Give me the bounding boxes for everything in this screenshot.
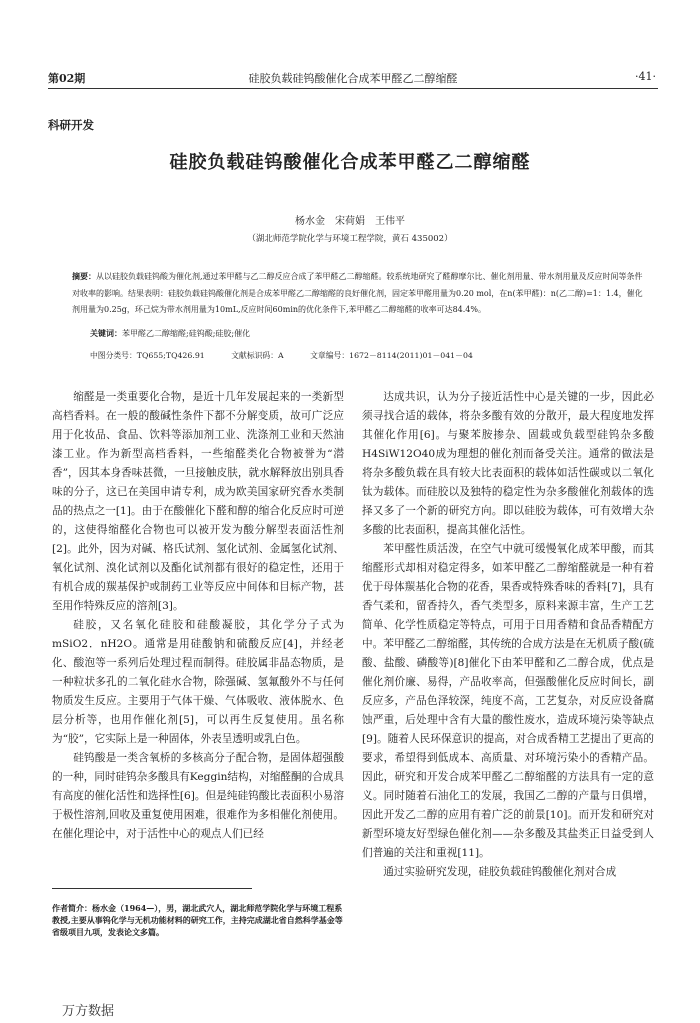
abstract-label: 摘要：: [72, 271, 96, 281]
body-paragraph: 硅钨酸是一类含氧桥的多核高分子配合物，是固体超强酸的一种，同时硅钨杂多酸具有Keggin结构，对缩醛酮的合成具有高度的催化活性和选择性[6]。但是纯硅钨酸比表面积小易溶于极性溶剂,回收及重复使用困难，很难作为多相催化剂使用。在催化理论中，对于活性中心的观点人们已经: [52, 752, 344, 840]
body-paragraph: 通过实验研究发现，硅胶负载硅钨酸催化剂对合成: [383, 866, 617, 878]
authors: 杨水金 宋荷娟 王伟平: [295, 216, 405, 227]
classification-line: [90, 350, 635, 361]
affiliation: （湖北师范学院化学与环境工程学院，黄石 435002）: [247, 234, 453, 244]
body-paragraph: 硅胶，又名氧化硅胶和硅酸凝胶，其化学分子式为mSiO2．nH2O。通常是用硅酸钠和硫酸反应[4]，并经老化、酸泡等一系列后处理过程而制得。硅胶属非晶态物质，是一种粒状多孔的二氧化硅水合物，除强碱、氢氟酸外不与任何物质发生反应。主要用于气体干燥、气体吸收、液体脱水、色层分析等，也用作催化剂[5]，可以再生反复使用。虽名称为“胶”，它实际上是一种固体，外表呈透明或乳白色。: [52, 619, 344, 745]
clc-number: 中图分类号：TQ655;TQ426.91: [90, 351, 205, 360]
issue-number: 第02期: [48, 72, 86, 85]
body-paragraph: 达成共识，认为分子接近活性中心是关键的一步，因此必须寻找合适的载体，将杂多酸有效的分散开，最大程度地发挥其催化作用[6]。与聚苯胺掺杂、固载或负载型硅钨杂多酸H4SiW12O40成为理想的催化剂而备受关注。通常的做法是将杂多酸负载在具有较大比表面积的载体如活性碳或以二氧化钛为载体。而硅胶以及独特的稳定性为杂多酸催化剂载体的选择又多了一个新的研究方向。即以硅胶为载体，可有效增大杂多酸的比表面积，提高其催化活性。: [362, 391, 654, 536]
running-title: 硅胶负载硅钨酸催化合成苯甲醛乙二醇缩醛: [248, 72, 458, 85]
body-paragraph: 苯甲醛性质活泼，在空气中就可缓慢氧化成苯甲酸，而其缩醛形式却相对稳定得多，如苯甲醛乙二醇缩醛就是一种有着优于母体羰基化合物的花香，果香或特殊香味的香料[7]，具有香气柔和，留香持久，香气类型多，原料来源丰富，生产工艺简单、化学性质稳定等特点，可用于日用香精和食品香精配方中。苯甲醛乙二醇缩醛，其传统的合成方法是在无机质子酸(硫酸、盐酸、磷酸等)[8]催化下由苯甲醛和乙二醇合成，优点是催化剂价廉、易得，产品收率高，但强酸催化反应时间长，副反应多，产品色泽较深，纯度不高，工艺复杂，对反应设备腐蚀严重，后处理中含有大量的酸性废水，造成环境污染等缺点[9]。随着人民环保意识的提高，对合成香精工艺提出了更高的要求，希望得到低成本、高质量、对环境污染小的香精产品。因此，研究和开发合成苯甲醛乙二醇缩醛的方法具有一定的意义。同时随着石油化工的发展，我国乙二醇的产量与日俱增，因此开发乙二醇的应用有着广泛的前景[10]。而开发和研究对新型环境友好型绿色催化剂——杂多酸及其盐类正日益受到人们普遍的关注和重视[11]。: [362, 543, 654, 859]
body-right-column: [362, 388, 654, 882]
footnote-divider: [52, 888, 252, 889]
paper-title: 硅胶负载硅钨酸催化合成苯甲醛乙二醇缩醛: [169, 152, 531, 173]
keywords-text: 苯甲醛乙二醇缩醛;硅钨酸;硅胶;催化: [122, 329, 251, 338]
section-label: 科研开发: [48, 118, 94, 132]
page-number: ·41·: [635, 70, 656, 83]
article-number: 文章编号：1672－8114(2011)01－041－04: [310, 351, 473, 360]
keywords-label: 关键词：: [90, 328, 122, 338]
abstract: [72, 268, 647, 319]
wanfang-watermark: 万方数据: [62, 1004, 115, 1019]
abstract-text: 从以硅胶负载硅钨酸为催化剂,通过苯甲醛与乙二醇反应合成了苯甲醛乙二醇缩醛。较系统地研究了醛醇摩尔比、催化剂用量、带水剂用量及反应时间等条件对收率的影响。结果表明：硅胶负载硅钨酸催化剂是合成苯甲醛乙二醇缩醛的良好催化剂，固定苯甲醛用量为0.20 mol，在n(苯甲醛)：n(乙二醇)=1：1.4，催化剂用量为0.25g，环己烷为带水剂用量为10mL,反应时间60min的优化条件下,苯甲醛乙二醇缩醛的收率可达84.4%。: [72, 272, 643, 315]
keywords: [90, 328, 250, 339]
running-header: [48, 66, 658, 89]
document-code: 文献标识码：A: [231, 351, 284, 360]
body-left-column: [52, 388, 344, 844]
body-paragraph: 缩醛是一类重要化合物，是近十几年发展起来的一类新型高档香料。在一般的酸碱性条件下都不分解变质，故可广泛应用于化妆品、食品、饮料等添加剂工业、洗涤剂工业和天然油漆工业。作为新型高档香料，一些缩醛类化合物被誉为“潜香”，因其本身香味甚微，一旦接触皮肤，就水解释放出别具香味的分子，这已在美国申请专利，成为欧美国家研究香水类制品的热点之一[1]。由于在酸催化下醛和醇的缩合化反应时可逆的，这使得缩醛化合物也可以被开发为酸分解型表面活性剂[2]。此外，因为对碱、格氏试剂、氢化试剂、金属氢化试剂、氧化试剂、溴化试剂以及酯化试剂都有很好的稳定性，还用于有机合成的羰基保护或制药工业等反应中间体和目标产物，甚至用作特殊反应的溶剂[3]。: [52, 391, 344, 612]
author-footnote: 作者简介：杨水金（1964—），男，湖北武穴人，湖北师范学院化学与环境工程系教授,主要从事钨化学与无机功能材料的研究工作，主持完成湖北省自然科学基金等省级项目九项，发表论文多篇。: [52, 903, 343, 937]
